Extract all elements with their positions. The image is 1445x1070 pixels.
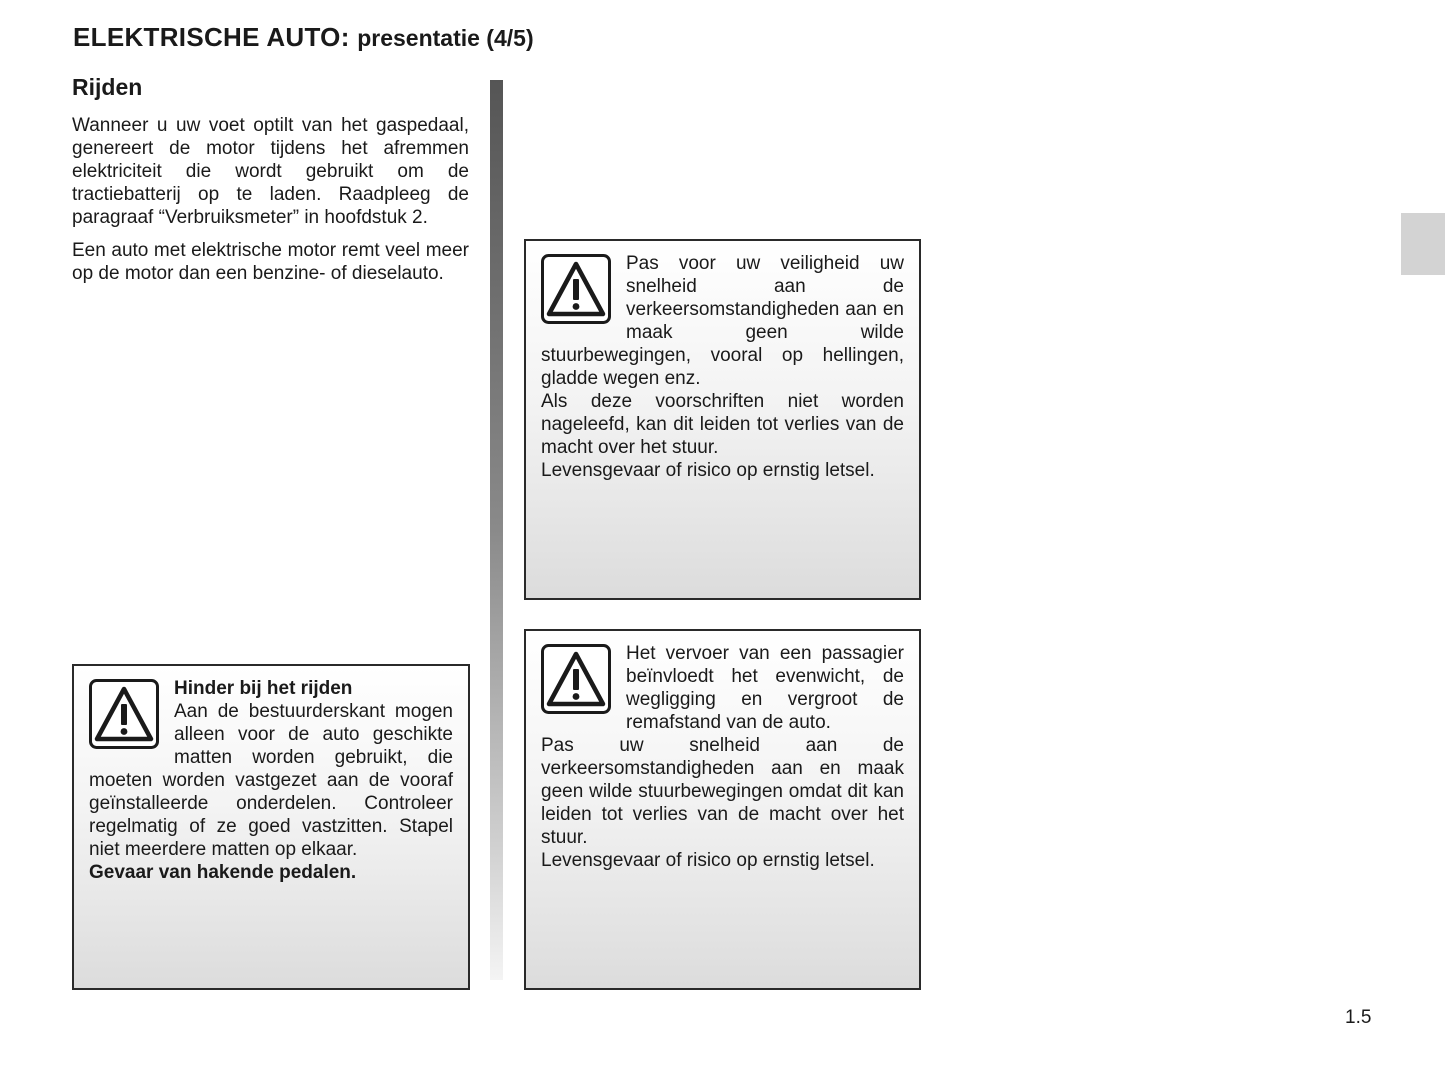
warning-line: Levensgevaar of risico op ernstig letsel. bbox=[541, 850, 875, 871]
warning-triangle-icon bbox=[541, 254, 611, 324]
title-subtitle: presentatie (4/5) bbox=[357, 25, 534, 51]
column-divider bbox=[490, 80, 503, 980]
chapter-tab-marker bbox=[1401, 213, 1445, 275]
warning-body: Aan de bestuurderskant mogen alleen voor de auto geschikte matten worden gebruikt, die moeten worden vastgezet aan de vooraf geïnstalleerde onderdelen. Controleer regelmatig of ze goed vastzitten. Stapel niet meerdere matten op elkaar. bbox=[89, 701, 453, 860]
warning-triangle-icon bbox=[541, 644, 611, 714]
paragraph-engine-braking: Een auto met elektrische motor remt veel meer op de motor dan een benzine- of dieselauto. bbox=[72, 240, 469, 284]
warning-heading: Hinder bij het rijden bbox=[174, 678, 353, 699]
warning-line: Het vervoer van een passagier beïnvloedt het evenwicht, de wegligging en vergroot de remafstand van de auto. bbox=[626, 643, 904, 733]
warning-line: Als deze voorschriften niet worden nageleefd, kan dit leiden tot verlies van de macht over het stuur. bbox=[541, 391, 904, 458]
warning-box-floor-mats bbox=[72, 664, 470, 990]
page-number: 1.5 bbox=[1345, 1007, 1372, 1028]
section-heading: Rijden bbox=[72, 74, 143, 100]
page-title bbox=[73, 22, 534, 53]
title-main: ELEKTRISCHE AUTO: bbox=[73, 22, 350, 52]
warning-triangle-icon bbox=[89, 679, 159, 749]
warning-line: Pas voor uw veiligheid uw snelheid aan de verkeersomstandigheden aan en maak geen wilde stuurbewegingen, vooral op hellingen, gladde wegen enz. bbox=[541, 253, 904, 389]
paragraph-regeneration: Wanneer u uw voet optilt van het gaspedaal, genereert de motor tijdens het afremmen elektriciteit die wordt gebruikt om de tractiebatterij op te laden. Raadpleeg de paragraaf “Verbruiksmeter” in hoofdstuk 2. bbox=[72, 115, 469, 228]
warning-line: Pas uw snelheid aan de verkeersomstandigheden aan en maak geen wilde stuurbewegingen omdat dit kan leiden tot verlies van de macht over het stuur. bbox=[541, 735, 904, 848]
warning-box-passenger bbox=[524, 629, 921, 990]
warning-box-speed bbox=[524, 239, 921, 600]
warning-line: Levensgevaar of risico op ernstig letsel. bbox=[541, 460, 875, 481]
warning-emphasis: Gevaar van hakende pedalen. bbox=[89, 862, 357, 883]
